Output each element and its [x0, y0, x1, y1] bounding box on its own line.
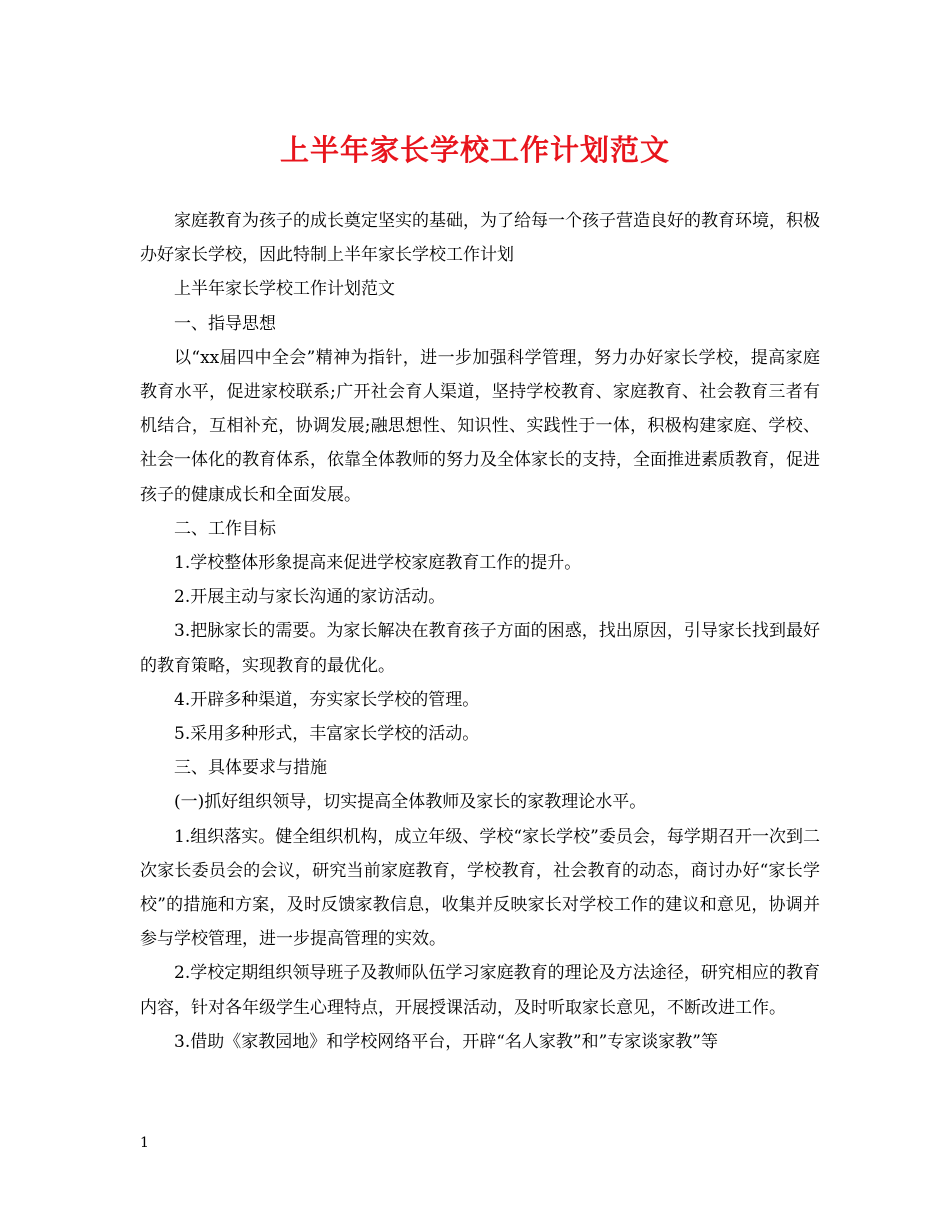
document-title: 上半年家长学校工作计划范文 [279, 133, 670, 167]
paragraph-intro: 家庭教育为孩子的成长奠定坚实的基础，为了给每一个孩子营造良好的教育环境，积极办好家长学校，因此特制上半年家长学校工作计划 [140, 211, 820, 266]
measure-item-2: 2.学校定期组织领导班子及教师队伍学习家庭教育的理论及方法途径，研究相应的教育内容，针对各年级学生心理特点，开展授课活动，及时听取家长意见，不断改进工作。 [140, 963, 820, 1018]
measure-item-1: 1.组织落实。健全组织机构，成立年级、学校“家长学校”委员会，每学期召开一次到二次家长委员会的会议，研究当前家庭教育，学校教育，社会教育的动态，商讨办好“家长学校”的措施和方案，及时反馈家教信息，收集并反映家长对学校工作的建议和意见，协调并参与学校管理，进一步提高管理的实效。 [140, 826, 820, 950]
section-heading-work-goals: 二、工作目标 [174, 518, 276, 539]
paragraph-subtitle: 上半年家长学校工作计划范文 [174, 279, 395, 300]
page-number: 1 [140, 1135, 149, 1151]
section-heading-requirements: 三、具体要求与措施 [174, 758, 327, 779]
section-heading-guiding-thought: 一、指导思想 [174, 313, 276, 334]
goal-item-4: 4.开辟多种渠道，夯实家长学校的管理。 [174, 689, 480, 710]
measure-item-3: 3.借助《家教园地》和学校网络平台，开辟“名人家教”和”专家谈家教”等 [174, 1031, 718, 1052]
goal-item-1: 1.学校整体形象提高来促进学校家庭教育工作的提升。 [174, 553, 582, 574]
goal-item-3: 3.把脉家长的需要。为家长解决在教育孩子方面的困惑，找出原因，引导家长找到最好的教育策略，实现教育的最优化。 [140, 621, 820, 676]
paragraph-guiding-thought: 以“xx届四中全会”精神为指针，进一步加强科学管理，努力办好家长学校，提高家庭教育水平，促进家校联系;广开社会育人渠道，坚持学校教育、家庭教育、社会教育三者有机结合，互相补充，协调发展;融思想性、知识性、实践性于一体，积极构建家庭、学校、社会一体化的教育体系，依靠全体教师的努力及全体家长的支持，全面推进素质教育，促进孩子的健康成长和全面发展。 [140, 347, 820, 505]
goal-item-2: 2.开展主动与家长沟通的家访活动。 [174, 587, 446, 608]
goal-item-5: 5.采用多种形式，丰富家长学校的活动。 [174, 724, 480, 745]
subsection-heading-organization: (一)抓好组织领导，切实提高全体教师及家长的家教理论水平。 [174, 792, 647, 813]
document-body [140, 204, 820, 1059]
